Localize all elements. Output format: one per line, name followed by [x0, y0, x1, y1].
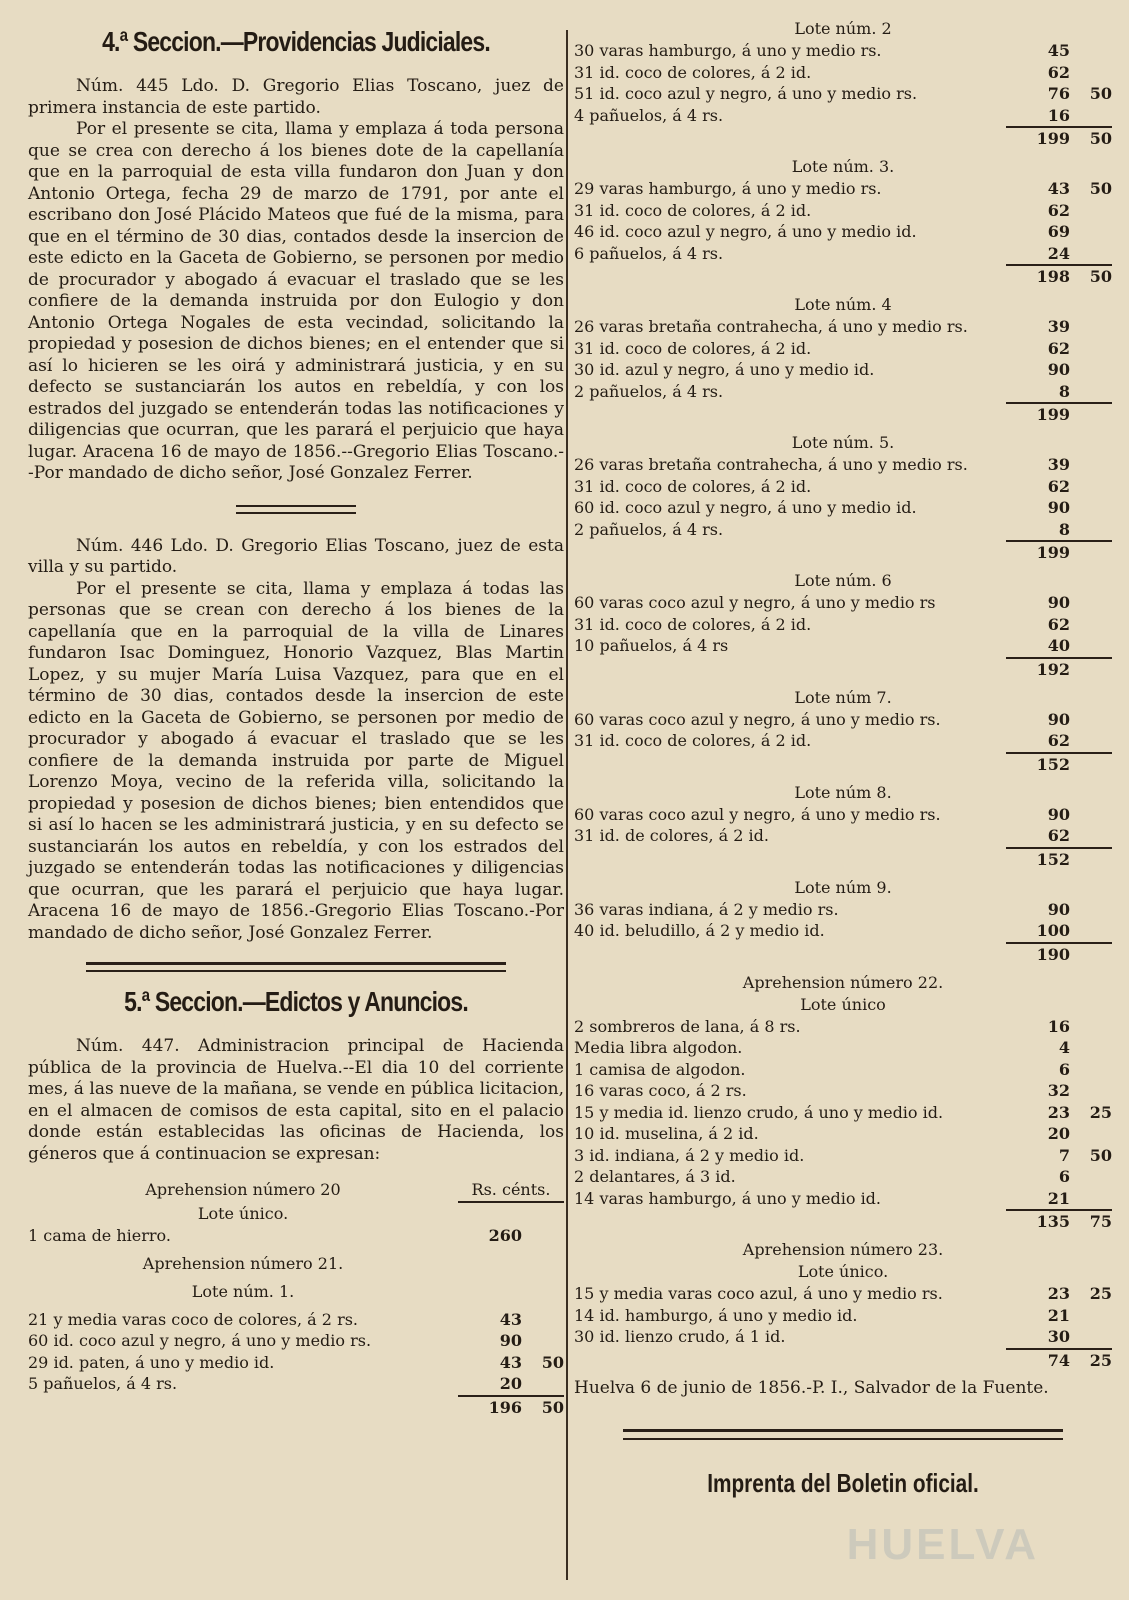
lote-title: Lote núm 9. — [794, 877, 892, 897]
item-centimos — [1070, 920, 1112, 942]
item-reales: 62 — [1047, 338, 1070, 358]
aprehension-22-items — [574, 1016, 1112, 1210]
item-reales: 62 — [1047, 826, 1070, 845]
list-item — [574, 730, 1112, 752]
aprehension-22-total: 135 75 — [574, 1209, 1112, 1233]
item-description: 16 varas coco, á 2 rs. — [574, 1081, 747, 1100]
aprehension-23-lote: Lote único. — [797, 1262, 889, 1281]
item-description: 40 id. beludillo, á 2 y medio id. — [574, 921, 825, 940]
list-item — [574, 359, 1112, 381]
item-centimos — [1070, 730, 1112, 752]
item-reales: 24 — [1047, 243, 1070, 263]
item-reales: 43 — [1047, 179, 1070, 198]
lote-block — [574, 18, 1112, 150]
aprehension-22-title: Aprehension número 22. — [742, 972, 944, 992]
list-item — [574, 1102, 1112, 1124]
aprehension-23-total: 74 25 — [574, 1348, 1112, 1372]
item-centimos — [1070, 519, 1112, 541]
item-reales: 8 — [1058, 519, 1070, 539]
item-centimos — [1070, 243, 1112, 265]
item-reales: 20 — [1047, 1124, 1070, 1143]
item-centimos — [1070, 359, 1112, 381]
item-centimos — [1070, 316, 1112, 338]
item-reales: 4 — [1058, 1038, 1070, 1057]
item-centimos — [1070, 476, 1112, 498]
item-description: 31 id. coco de colores, á 2 id. — [574, 614, 812, 634]
item-centimos — [1070, 381, 1112, 403]
item-reales: 100 — [1036, 921, 1070, 940]
item-reales: 62 — [1047, 62, 1070, 82]
list-item — [574, 635, 1112, 657]
lote-total: 152 — [574, 752, 1112, 776]
item-centimos — [1070, 1037, 1112, 1059]
item-reales: 260 — [488, 1226, 522, 1245]
list-item — [574, 709, 1112, 731]
item-description: 46 id. coco azul y negro, á uno y medio id. — [574, 222, 917, 241]
lote-title: Lote núm. 2 — [794, 19, 892, 38]
item-centimos: 50 — [1089, 179, 1112, 198]
list-item — [574, 476, 1112, 498]
lote-block — [574, 782, 1112, 871]
item-reales: 62 — [1047, 476, 1070, 496]
item-description: 60 varas coco azul y negro, á uno y medio rs. — [574, 804, 941, 824]
item-description: 2 pañuelos, á 4 rs. — [574, 519, 724, 539]
list-item — [574, 1166, 1112, 1188]
item-centimos — [1070, 614, 1112, 636]
item-centimos — [1070, 200, 1112, 222]
item-description: 10 pañuelos, á 4 rs — [574, 636, 729, 655]
item-centimos: 50 — [1089, 1145, 1112, 1165]
list-item — [574, 62, 1112, 84]
item-reales: 8 — [1058, 381, 1070, 401]
list-item — [28, 1225, 564, 1247]
item-description: 15 y media id. lienzo crudo, á uno y medio id. — [574, 1102, 944, 1122]
item-reales: 6 — [1058, 1167, 1070, 1186]
notice-445-body: Por el presente se cita, llama y emplaza á toda persona que se crea con derecho á los bienes dote de la capellanía que en la parroquial de esta villa fundaron don Juan y don Antonio Ortega, fecha 29 de marzo de 1791, por ante el escribano don José Plácido Mateos que fué de la misma, para que en el término de 30 dias, contados desde la insercion de este edicto en la Gaceta de Gobierno, se personen por medio de procurador y abogado á evacuar el traslado que se les confiere de la demanda instruida por don Eulogio y don Antonio Ortega Nogales de esta vecindad, solicitando la propiedad y posesion de dichos bienes; en el entender que si así lo hicieren se les oirá y administrará justicia, y en su defecto se sustanciarán los autos en rebeldía, y con los estrados del juzgado se entenderán todas las notificaciones y diligencias que ocurran, que les parará el perjuicio que haya lugar. Aracena 16 de mayo de 1856.--Gregorio Elias Toscano.--Por mandado de dicho señor, José Gonzalez Ferrer. — [28, 119, 564, 483]
item-reales: 62 — [1047, 200, 1070, 220]
item-description: 26 varas bretaña contrahecha, á uno y medio rs. — [574, 317, 968, 336]
list-item — [574, 497, 1112, 519]
item-description: 26 varas bretaña contrahecha, á uno y medio rs. — [574, 455, 968, 474]
lote-total: 152 — [574, 847, 1112, 871]
list-item — [574, 1016, 1112, 1038]
lote-block — [574, 877, 1112, 966]
notice-447-body: Núm. 447. Administracion principal de Hacienda pública de la provincia de Huelva.--El dia 10 del corriente mes, á las nueve de la mañana, se vende en pública licitacion, en el almacen de comisos de esta capital, sito en el palacio donde están establecidas las oficinas de Hacienda, los géneros que á continuacion se expresan: — [28, 1036, 564, 1164]
item-description: 2 pañuelos, á 4 rs. — [574, 381, 724, 401]
lote-title: Lote núm. 4 — [794, 295, 892, 314]
list-item — [574, 825, 1112, 847]
lote-title: Lote núm. 3. — [791, 157, 895, 176]
item-reales: 6 — [1058, 1059, 1070, 1079]
item-description: 31 id. coco de colores, á 2 id. — [574, 62, 812, 82]
aprehension-20-title: Aprehension número 20 — [145, 1180, 341, 1199]
lote-title: Lote núm. 5. — [791, 433, 895, 452]
item-description: 60 id. coco azul y negro, á uno y medio id. — [574, 498, 917, 517]
list-item — [574, 105, 1112, 127]
item-description: 30 varas hamburgo, á uno y medio rs. — [574, 41, 882, 60]
item-centimos — [1070, 497, 1112, 519]
lote-1-title: Lote núm. 1. — [191, 1281, 295, 1301]
item-reales: 23 — [1047, 1102, 1070, 1122]
list-item — [574, 338, 1112, 360]
item-reales: 39 — [1047, 317, 1070, 336]
item-description: 4 pañuelos, á 4 rs. — [574, 105, 724, 125]
item-reales: 40 — [1047, 636, 1070, 655]
list-item — [574, 920, 1112, 942]
list-item — [574, 1080, 1112, 1102]
item-description: 31 id. coco de colores, á 2 id. — [574, 476, 812, 496]
aprehension-23-title: Aprehension número 23. — [742, 1240, 944, 1259]
lote-block — [574, 156, 1112, 288]
item-centimos — [1070, 825, 1112, 847]
item-reales: 32 — [1047, 1081, 1070, 1100]
separator-rule — [236, 505, 356, 514]
item-centimos — [1070, 1123, 1112, 1145]
item-reales: 69 — [1047, 222, 1070, 241]
list-item — [574, 1188, 1112, 1210]
item-description: 31 id. coco de colores, á 2 id. — [574, 200, 812, 220]
lote-total: 199 — [574, 402, 1112, 426]
aprehension-23-items — [574, 1283, 1112, 1348]
list-item — [574, 221, 1112, 243]
item-centimos — [1070, 1305, 1112, 1327]
item-reales: 21 — [1047, 1188, 1070, 1208]
item-description: 30 id. azul y negro, á uno y medio id. — [574, 360, 875, 379]
lote-total: 199 50 — [574, 126, 1112, 150]
lote-1-items — [28, 1309, 564, 1419]
item-reales: 21 — [1047, 1305, 1070, 1325]
lote-total: 192 — [574, 657, 1112, 681]
item-centimos — [1070, 1080, 1112, 1102]
left-column — [28, 18, 564, 1425]
item-centimos — [1070, 1166, 1112, 1188]
list-item — [574, 83, 1112, 105]
lote-total: 198 50 — [574, 264, 1112, 288]
item-description: 2 sombreros de lana, á 8 rs. — [574, 1016, 801, 1036]
lote-block — [574, 432, 1112, 564]
lote-block — [574, 294, 1112, 426]
item-reales: 90 — [1047, 498, 1070, 517]
item-reales: 7 — [1058, 1145, 1070, 1165]
lote-1-total: 196 50 — [28, 1395, 564, 1419]
item-reales: 39 — [1047, 455, 1070, 474]
item-centimos: 25 — [1089, 1102, 1112, 1122]
item-centimos — [1070, 899, 1112, 921]
item-reales: 16 — [1047, 105, 1070, 125]
item-reales: 76 — [1047, 84, 1070, 103]
item-reales: 30 — [1047, 1327, 1070, 1346]
lote-block — [574, 687, 1112, 776]
list-item — [574, 381, 1112, 403]
item-centimos — [1070, 804, 1112, 826]
list-item — [574, 178, 1112, 200]
item-centimos — [1070, 40, 1112, 62]
list-item — [574, 519, 1112, 541]
item-description: 1 cama de hierro. — [28, 1226, 171, 1245]
list-item — [574, 1145, 1112, 1167]
item-centimos — [1070, 709, 1112, 731]
list-item — [574, 454, 1112, 476]
item-centimos: 50 — [1089, 84, 1112, 103]
list-item: 5 pañuelos, á 4 rs. 20 — [28, 1374, 522, 1393]
right-column — [574, 18, 1112, 1499]
section-separator — [86, 962, 506, 972]
item-description: 60 varas coco azul y negro, á uno y medio rs — [574, 593, 936, 612]
section-5-title: 5.ª Seccion.—Edictos y Anuncios. — [124, 986, 468, 1017]
item-reales: 62 — [1047, 614, 1070, 634]
notice-446-body: Por el presente se cita, llama y emplaza á todas las personas que se crean con derecho á los bienes de la capellanía que en la parroquial de la villa de Linares fundaron Isac Dominguez, Honorio Vazquez, Blas Martin Lopez, y su mujer María Luisa Vazquez, para que en el término de 30 dias, contados desde la insercion de este edicto en la Gaceta de Gobierno, se personen por medio de procurador y abogado á evacuar el traslado que se les confiere de la demanda instruida por parte de Miguel Lorenzo Moya, vecino de la referida villa, solicitando la propiedad y posesion de dichos bienes; bien entendidos que si así lo hacen se les administrará justicia, y en su defecto se sustanciarán los autos en rebeldía, y con los estrados del juzgado se entenderán todas las notificaciones y diligencias que ocurran, que les parará el perjuicio que haya lugar. Aracena 16 de mayo de 1856.-Gregorio Elias Toscano.-Por mandado de dicho señor, José Gonzalez Ferrer. — [28, 578, 564, 943]
list-item — [574, 243, 1112, 265]
library-stamp-watermark: HUELVA — [846, 1520, 1039, 1569]
printer-imprint: Imprenta del Boletin oficial. — [707, 1468, 979, 1498]
list-item — [574, 40, 1112, 62]
list-item — [574, 804, 1112, 826]
item-description: 3 id. indiana, á 2 y medio id. — [574, 1145, 805, 1165]
item-description: 31 id. de colores, á 2 id. — [574, 826, 769, 845]
list-item: 60 id. coco azul y negro, á uno y medio rs. 90 — [28, 1331, 522, 1350]
lote-block — [574, 570, 1112, 681]
aprehension-21-title: Aprehension número 21. — [142, 1253, 344, 1273]
list-item — [574, 1037, 1112, 1059]
item-reales: 90 — [1047, 360, 1070, 379]
item-reales: 90 — [1047, 899, 1070, 919]
list-item — [574, 1326, 1112, 1348]
item-reales: 90 — [1047, 804, 1070, 824]
lote-total: 190 — [574, 942, 1112, 966]
column-header-rs-cents: Rs. cénts. — [458, 1179, 564, 1203]
item-description: Media libra algodon. — [574, 1038, 743, 1057]
list-item — [574, 1059, 1112, 1081]
list-item — [574, 1305, 1112, 1327]
aprehension-22-lote: Lote único — [800, 994, 886, 1014]
item-centimos — [1070, 1016, 1112, 1038]
list-item: 29 id. paten, á uno y medio id. 43 50 — [28, 1352, 564, 1372]
item-description: 6 pañuelos, á 4 rs. — [574, 243, 724, 263]
item-centimos — [1070, 62, 1112, 84]
item-centimos — [1070, 635, 1112, 657]
list-item — [574, 899, 1112, 921]
item-centimos — [1070, 1188, 1112, 1210]
lote-title: Lote núm 7. — [794, 687, 892, 707]
item-centimos — [1070, 221, 1112, 243]
item-centimos: 25 — [1089, 1284, 1112, 1303]
item-centimos — [1070, 338, 1112, 360]
lote-title: Lote núm 8. — [794, 782, 892, 802]
list-item: 21 y media varas coco de colores, á 2 rs. 43 — [28, 1309, 522, 1329]
list-item — [574, 1123, 1112, 1145]
column-divider — [566, 30, 568, 1580]
item-centimos — [1070, 105, 1112, 127]
list-item — [574, 316, 1112, 338]
item-description: 60 varas coco azul y negro, á uno y medio rs. — [574, 709, 941, 729]
item-description: 31 id. coco de colores, á 2 id. — [574, 731, 812, 750]
item-description: 14 varas hamburgo, á uno y medio id. — [574, 1188, 882, 1208]
item-description: 51 id. coco azul y negro, á uno y medio rs. — [574, 84, 918, 103]
list-item — [574, 200, 1112, 222]
list-item — [574, 592, 1112, 614]
notice-446-heading: Núm. 446 Ldo. D. Gregorio Elias Toscano, juez de esta villa y su partido. — [28, 535, 564, 577]
footer-rule — [623, 1429, 1063, 1440]
item-centimos — [1070, 1326, 1112, 1348]
item-description: 36 varas indiana, á 2 y medio rs. — [574, 899, 839, 919]
lote-title: Lote núm. 6 — [794, 571, 892, 590]
item-centimos — [1070, 1059, 1112, 1081]
item-description: 29 varas hamburgo, á uno y medio rs. — [574, 179, 882, 198]
lotes-list — [574, 18, 1112, 966]
item-description: 10 id. muselina, á 2 id. — [574, 1124, 759, 1143]
section-4-title: 4.ª Seccion.—Providencias Judiciales. — [102, 26, 490, 57]
aprehension-20-header — [28, 1179, 564, 1203]
item-description: 30 id. lienzo crudo, á 1 id. — [574, 1327, 786, 1346]
item-reales: 45 — [1047, 41, 1070, 60]
aprehension-20-lote: Lote único. — [197, 1204, 289, 1223]
item-description: 2 delantares, á 3 id. — [574, 1167, 736, 1186]
item-reales: 90 — [1047, 593, 1070, 612]
item-reales: 16 — [1047, 1016, 1070, 1036]
item-centimos — [1070, 454, 1112, 476]
list-item — [574, 614, 1112, 636]
item-reales: 90 — [1047, 709, 1070, 729]
item-description: 31 id. coco de colores, á 2 id. — [574, 338, 812, 358]
item-description: 14 id. hamburgo, á uno y medio id. — [574, 1305, 858, 1325]
item-description: 15 y media varas coco azul, á uno y medio rs. — [574, 1284, 943, 1303]
item-description: 1 camisa de algodon. — [574, 1059, 746, 1079]
signature: Huelva 6 de junio de 1856.-P. I., Salvador de la Fuente. — [574, 1377, 1049, 1398]
item-reales: 23 — [1047, 1284, 1070, 1303]
lote-total: 199 — [574, 540, 1112, 564]
item-centimos — [1070, 592, 1112, 614]
item-reales: 62 — [1047, 731, 1070, 750]
list-item — [574, 1283, 1112, 1305]
notice-445-heading: Núm. 445 Ldo. D. Gregorio Elias Toscano, juez de primera instancia de este partido. — [28, 76, 564, 118]
